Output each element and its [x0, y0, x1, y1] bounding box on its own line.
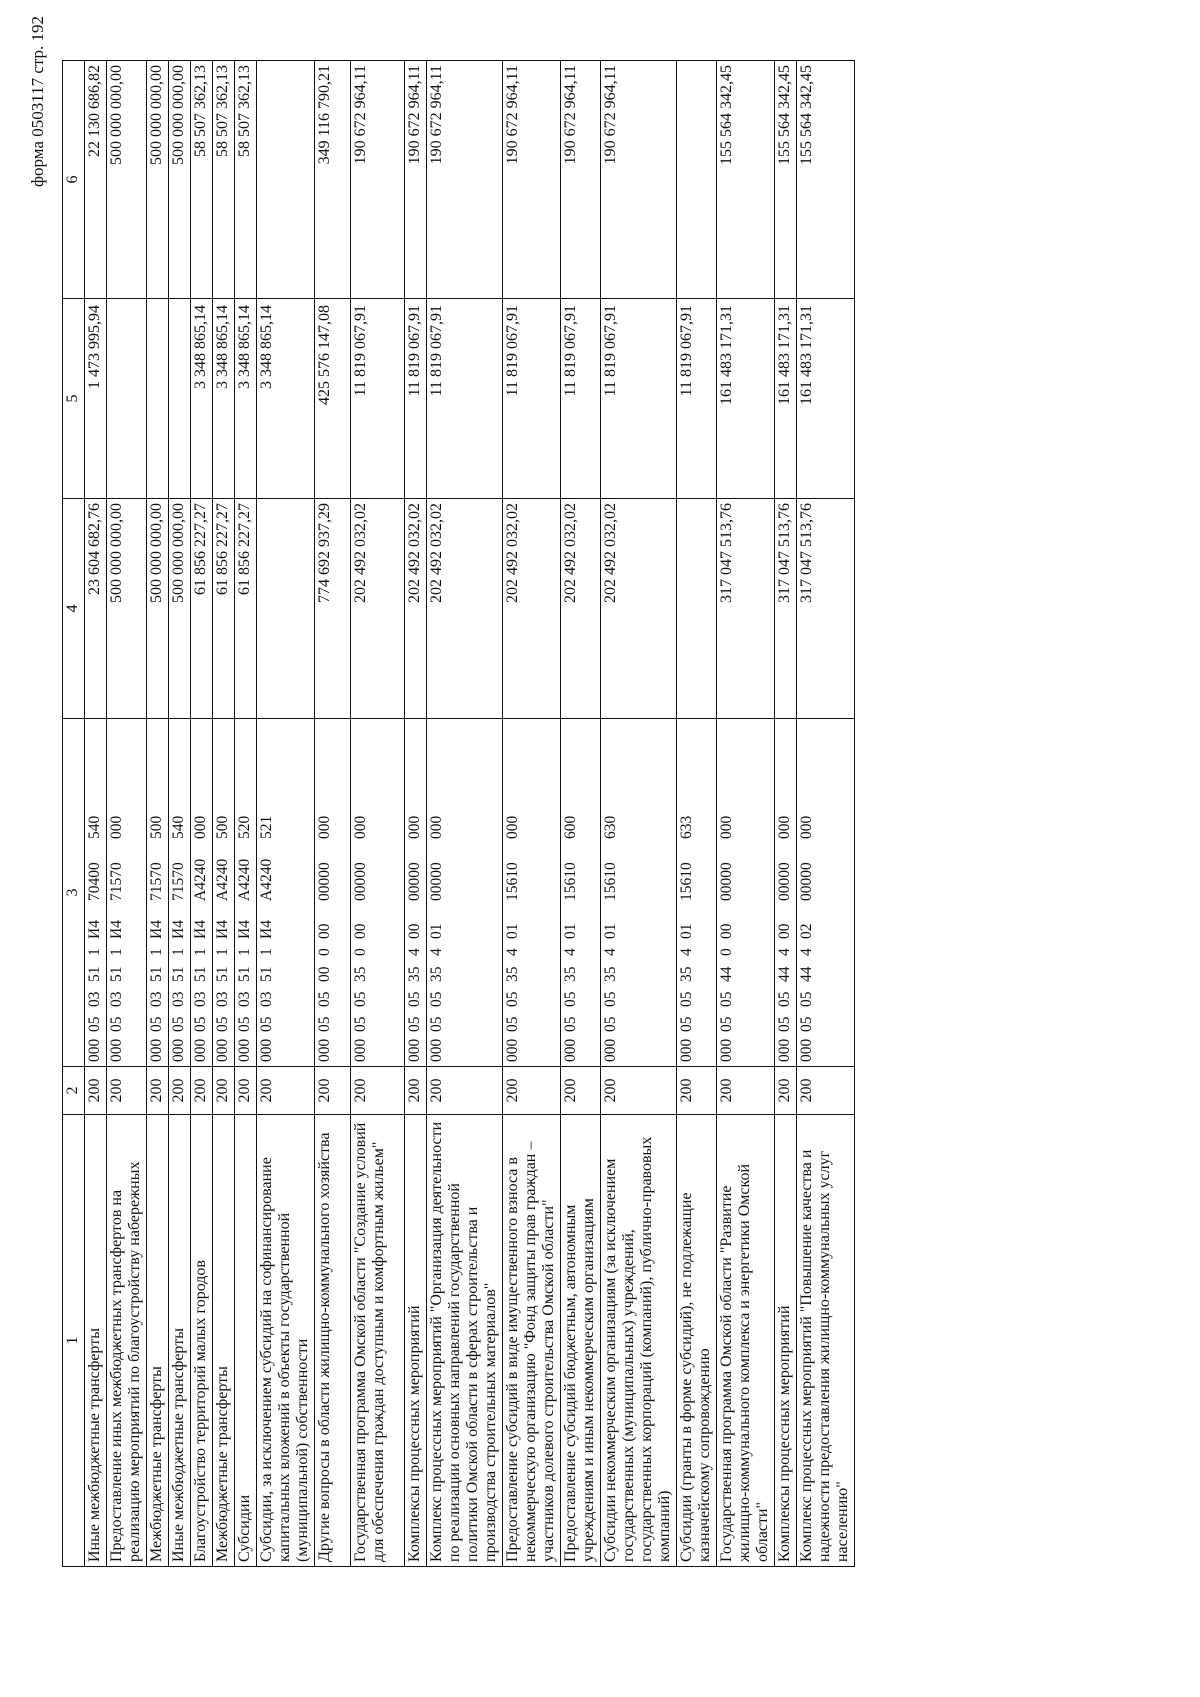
code-part: 000: [776, 1038, 793, 1062]
code-part: 4: [776, 948, 793, 956]
code-part: 51: [86, 966, 103, 982]
code-part: 000: [562, 1038, 579, 1062]
code-part: 01: [562, 923, 579, 939]
code-part: 05: [352, 991, 369, 1007]
code-part: 00000: [428, 862, 445, 901]
code-part: 4: [602, 948, 619, 956]
amount-v5: 11 819 067,91: [677, 299, 717, 499]
budget-classification-code: [257, 719, 315, 1067]
code-part: А4240: [236, 858, 253, 901]
code-part: 600: [562, 815, 579, 839]
table-row: [677, 61, 717, 1567]
code-part: 05: [602, 991, 619, 1007]
code-part: 05: [148, 1016, 165, 1032]
table-row: [561, 61, 601, 1567]
code-part: 000: [504, 815, 521, 839]
amount-v5: [147, 299, 169, 499]
code-part: 4: [562, 948, 579, 956]
code-part: 05: [86, 1016, 103, 1032]
code-part: А4240: [192, 858, 209, 901]
row-name: Комплексы процессных мероприятий: [775, 1115, 797, 1567]
code-part: 05: [562, 1016, 579, 1032]
line-code: 200: [561, 1067, 601, 1115]
code-part: И4: [148, 920, 165, 939]
code-part: 00: [406, 923, 423, 939]
budget-classification-code: [235, 719, 257, 1067]
line-code: 200: [503, 1067, 561, 1115]
row-name: Предоставление субсидий бюджетным, автономным учреждениям и иным некоммерческим организациям: [561, 1115, 601, 1567]
amount-v6: 58 507 362,13: [213, 61, 235, 299]
budget-table: [62, 60, 855, 1567]
amount-v6: 155 564 342,45: [797, 61, 855, 299]
amount-v5: 11 819 067,91: [351, 299, 405, 499]
code-part: 15610: [504, 862, 521, 901]
code-part: 000: [236, 1038, 253, 1062]
code-part: И4: [170, 920, 187, 939]
code-part: 500: [214, 815, 231, 839]
code-part: 05: [718, 1016, 735, 1032]
code-part: 05: [316, 991, 333, 1007]
code-part: 05: [678, 1016, 695, 1032]
row-name: Государственная программа Омской области "Создание условий для обеспечения граждан доступным и комфортным жильем": [351, 1115, 405, 1567]
code-part: 05: [798, 991, 815, 1007]
amount-v4: 61 856 227,27: [235, 499, 257, 719]
code-part: 03: [86, 991, 103, 1007]
code-part: 70400: [86, 862, 103, 901]
code-part: 000: [192, 815, 209, 839]
code-part: 000: [602, 1038, 619, 1062]
code-part: 521: [258, 815, 275, 839]
code-part: 03: [236, 991, 253, 1007]
amount-v5: 161 483 171,31: [775, 299, 797, 499]
code-part: 05: [316, 1016, 333, 1032]
code-part: 03: [148, 991, 165, 1007]
table-row: [775, 61, 797, 1567]
code-part: 05: [108, 1016, 125, 1032]
code-part: 00000: [406, 862, 423, 901]
code-part: 000: [718, 1038, 735, 1062]
code-part: 51: [214, 966, 231, 982]
budget-classification-code: [351, 719, 405, 1067]
amount-v5: 3 348 865,14: [213, 299, 235, 499]
table-row: [85, 61, 107, 1567]
code-part: 35: [504, 966, 521, 982]
line-code: 200: [315, 1067, 351, 1115]
table-row: [213, 61, 235, 1567]
code-part: 000: [718, 815, 735, 839]
code-part: 500: [148, 815, 165, 839]
code-part: 4: [798, 948, 815, 956]
code-part: 51: [258, 966, 275, 982]
code-part: 1: [170, 948, 187, 956]
row-name: Комплекс процессных мероприятий "Организация деятельности по реализации основных направлений государственной политики Омской области в сферах строительства и производства строительных материалов": [427, 1115, 503, 1567]
code-part: 00: [352, 923, 369, 939]
amount-v6: 190 672 964,11: [405, 61, 427, 299]
code-part: 4: [504, 948, 521, 956]
code-part: 00000: [776, 862, 793, 901]
amount-v6: 190 672 964,11: [561, 61, 601, 299]
line-code: 200: [775, 1067, 797, 1115]
code-part: 000: [214, 1038, 231, 1062]
row-name: Субсидии некоммерческим организациям (за исключением государственных (муниципальных) учреждений, государственных корпораций (компаний), публично-правовых компаний): [601, 1115, 677, 1567]
amount-v6: 58 507 362,13: [191, 61, 213, 299]
code-part: И4: [86, 920, 103, 939]
code-part: 00: [776, 923, 793, 939]
amount-v4: 317 047 513,76: [775, 499, 797, 719]
row-name: Комплекс процессных мероприятий "Повышение качества и надежности предоставления жилищно-коммунальных услуг населению": [797, 1115, 855, 1567]
code-part: 35: [352, 966, 369, 982]
code-part: 05: [776, 1016, 793, 1032]
code-part: 000: [798, 815, 815, 839]
table-row: [235, 61, 257, 1567]
code-part: 01: [678, 923, 695, 939]
table-row: [405, 61, 427, 1567]
amount-v5: 1 473 995,94: [85, 299, 107, 499]
table-row: [601, 61, 677, 1567]
code-part: 05: [718, 991, 735, 1007]
code-part: 01: [602, 923, 619, 939]
line-code: 200: [427, 1067, 503, 1115]
code-part: 05: [192, 1016, 209, 1032]
form-label: форма 0503117 стр. 192: [28, 16, 47, 187]
amount-v4: 202 492 032,02: [427, 499, 503, 719]
code-part: 00: [316, 966, 333, 982]
column-header-row: [63, 61, 85, 1567]
table-row: [169, 61, 191, 1567]
table-row: [351, 61, 405, 1567]
amount-v6: 500 000 000,00: [107, 61, 147, 299]
code-part: И4: [236, 920, 253, 939]
code-part: А4240: [258, 858, 275, 901]
code-part: 633: [678, 815, 695, 839]
amount-v4: [677, 499, 717, 719]
budget-classification-code: [677, 719, 717, 1067]
amount-v5: 11 819 067,91: [561, 299, 601, 499]
code-part: 540: [86, 815, 103, 839]
code-part: 03: [170, 991, 187, 1007]
code-part: 03: [192, 991, 209, 1007]
row-name: Межбюджетные трансферты: [213, 1115, 235, 1567]
row-name: Субсидии: [235, 1115, 257, 1567]
amount-v5: 11 819 067,91: [405, 299, 427, 499]
code-part: 1: [192, 948, 209, 956]
column-header: 3: [63, 719, 85, 1067]
amount-v5: 3 348 865,14: [235, 299, 257, 499]
amount-v4: 500 000 000,00: [147, 499, 169, 719]
amount-v5: 11 819 067,91: [601, 299, 677, 499]
amount-v4: 202 492 032,02: [405, 499, 427, 719]
code-part: 05: [602, 1016, 619, 1032]
code-part: 000: [352, 815, 369, 839]
table-body: [85, 61, 855, 1567]
code-part: 000: [108, 815, 125, 839]
code-part: 05: [170, 1016, 187, 1032]
line-code: 200: [257, 1067, 315, 1115]
code-part: 51: [148, 966, 165, 982]
code-part: 03: [214, 991, 231, 1007]
budget-classification-code: [561, 719, 601, 1067]
amount-v4: 202 492 032,02: [601, 499, 677, 719]
code-part: 00000: [718, 862, 735, 901]
amount-v4: 500 000 000,00: [107, 499, 147, 719]
line-code: 200: [601, 1067, 677, 1115]
code-part: 1: [236, 948, 253, 956]
code-part: 00: [718, 923, 735, 939]
code-part: 03: [258, 991, 275, 1007]
code-part: 35: [406, 966, 423, 982]
code-part: 000: [192, 1038, 209, 1062]
line-code: 200: [351, 1067, 405, 1115]
budget-classification-code: [169, 719, 191, 1067]
amount-v6: 155 564 342,45: [775, 61, 797, 299]
code-part: 35: [602, 966, 619, 982]
line-code: 200: [717, 1067, 775, 1115]
amount-v5: 161 483 171,31: [797, 299, 855, 499]
amount-v4: 61 856 227,27: [191, 499, 213, 719]
table-row: [797, 61, 855, 1567]
row-name: Комплексы процессных мероприятий: [405, 1115, 427, 1567]
amount-v4: 202 492 032,02: [503, 499, 561, 719]
table-row: [427, 61, 503, 1567]
budget-classification-code: [797, 719, 855, 1067]
code-part: 35: [428, 966, 445, 982]
code-part: 05: [678, 991, 695, 1007]
code-part: 05: [776, 991, 793, 1007]
code-part: 000: [108, 1038, 125, 1062]
code-part: 05: [406, 991, 423, 1007]
budget-classification-code: [717, 719, 775, 1067]
column-header: 6: [63, 61, 85, 299]
code-part: 000: [148, 1038, 165, 1062]
row-name: Иные межбюджетные трансферты: [169, 1115, 191, 1567]
code-part: 000: [170, 1038, 187, 1062]
budget-classification-code: [147, 719, 169, 1067]
code-part: 540: [170, 815, 187, 839]
code-part: 51: [236, 966, 253, 982]
code-part: 0: [352, 948, 369, 956]
line-code: 200: [147, 1067, 169, 1115]
code-part: 000: [428, 815, 445, 839]
code-part: 01: [428, 923, 445, 939]
amount-v6: 500 000 000,00: [147, 61, 169, 299]
table-row: [257, 61, 315, 1567]
code-part: 000: [352, 1038, 369, 1062]
code-part: И4: [192, 920, 209, 939]
code-part: 000: [258, 1038, 275, 1062]
code-part: 1: [108, 948, 125, 956]
amount-v5: 11 819 067,91: [503, 299, 561, 499]
code-part: 0: [316, 948, 333, 956]
code-part: 71570: [108, 862, 125, 901]
code-part: 1: [214, 948, 231, 956]
code-part: 4: [406, 948, 423, 956]
code-part: 05: [258, 1016, 275, 1032]
code-part: 05: [352, 1016, 369, 1032]
code-part: 05: [798, 1016, 815, 1032]
code-part: 4: [678, 948, 695, 956]
amount-v4: 202 492 032,02: [351, 499, 405, 719]
row-name: Иные межбюджетные трансферты: [85, 1115, 107, 1567]
table-row: [503, 61, 561, 1567]
amount-v6: 190 672 964,11: [601, 61, 677, 299]
amount-v5: 3 348 865,14: [257, 299, 315, 499]
amount-v6: 190 672 964,11: [351, 61, 405, 299]
code-part: 000: [678, 1038, 695, 1062]
amount-v5: 11 819 067,91: [427, 299, 503, 499]
code-part: 520: [236, 815, 253, 839]
budget-classification-code: [775, 719, 797, 1067]
budget-classification-code: [503, 719, 561, 1067]
code-part: 71570: [170, 862, 187, 901]
amount-v4: [257, 499, 315, 719]
code-part: 00000: [798, 862, 815, 901]
row-name: Субсидии, за исключением субсидий на софинансирование капитальных вложений в объекты государственной (муниципальной) собственности: [257, 1115, 315, 1567]
code-part: 000: [798, 1038, 815, 1062]
amount-v6: [257, 61, 315, 299]
amount-v5: 425 576 147,08: [315, 299, 351, 499]
amount-v5: 161 483 171,31: [717, 299, 775, 499]
amount-v6: 58 507 362,13: [235, 61, 257, 299]
code-part: 00000: [316, 862, 333, 901]
code-part: 35: [562, 966, 579, 982]
table-row: [147, 61, 169, 1567]
code-part: 44: [798, 966, 815, 982]
amount-v5: [107, 299, 147, 499]
code-part: 000: [406, 1038, 423, 1062]
amount-v5: [169, 299, 191, 499]
amount-v4: 61 856 227,27: [213, 499, 235, 719]
budget-classification-code: [191, 719, 213, 1067]
code-part: 05: [236, 1016, 253, 1032]
table-row: [191, 61, 213, 1567]
row-name: Предоставление иных межбюджетных трансфертов на реализацию мероприятий по благоустройству набережных: [107, 1115, 147, 1567]
row-name: Благоустройство территорий малых городов: [191, 1115, 213, 1567]
amount-v6: 190 672 964,11: [427, 61, 503, 299]
column-header: 4: [63, 499, 85, 719]
table-row: [107, 61, 147, 1567]
amount-v4: 500 000 000,00: [169, 499, 191, 719]
column-header: 1: [63, 1115, 85, 1567]
amount-v4: 774 692 937,29: [315, 499, 351, 719]
code-part: 000: [504, 1038, 521, 1062]
code-part: 000: [428, 1038, 445, 1062]
row-name: Другие вопросы в области жилищно-коммунального хозяйства: [315, 1115, 351, 1567]
code-part: 05: [504, 991, 521, 1007]
row-name: Субсидии (гранты в форме субсидий), не подлежащие казначейскому сопровождению: [677, 1115, 717, 1567]
line-code: 200: [191, 1067, 213, 1115]
amount-v4: 317 047 513,76: [717, 499, 775, 719]
budget-classification-code: [405, 719, 427, 1067]
code-part: 000: [86, 1038, 103, 1062]
line-code: 200: [235, 1067, 257, 1115]
code-part: И4: [214, 920, 231, 939]
code-part: 1: [258, 948, 275, 956]
code-part: 000: [316, 815, 333, 839]
code-part: 51: [108, 966, 125, 982]
code-part: 630: [602, 815, 619, 839]
amount-v6: 500 000 000,00: [169, 61, 191, 299]
code-part: 0: [718, 948, 735, 956]
row-name: Государственная программа Омской области "Развитие жилищно-коммунального комплекса и энергетики Омской области": [717, 1115, 775, 1567]
column-header: 2: [63, 1067, 85, 1115]
code-part: 00: [316, 923, 333, 939]
line-code: 200: [107, 1067, 147, 1115]
code-part: А4240: [214, 858, 231, 901]
row-name: Предоставление субсидий в виде имущественного взноса в некоммерческую организацию "Фонд защиты прав граждан – участников долевого строительства Омской области": [503, 1115, 561, 1567]
code-part: И4: [258, 920, 275, 939]
budget-classification-code: [601, 719, 677, 1067]
code-part: 05: [428, 991, 445, 1007]
amount-v6: 190 672 964,11: [503, 61, 561, 299]
line-code: 200: [213, 1067, 235, 1115]
code-part: 15610: [562, 862, 579, 901]
amount-v6: 155 564 342,45: [717, 61, 775, 299]
code-part: 1: [86, 948, 103, 956]
code-part: 4: [428, 948, 445, 956]
code-part: 51: [192, 966, 209, 982]
line-code: 200: [405, 1067, 427, 1115]
row-name: Межбюджетные трансферты: [147, 1115, 169, 1567]
line-code: 200: [677, 1067, 717, 1115]
column-header: 5: [63, 299, 85, 499]
code-part: 01: [504, 923, 521, 939]
code-part: 15610: [678, 862, 695, 901]
code-part: 05: [428, 1016, 445, 1032]
amount-v6: 22 130 686,82: [85, 61, 107, 299]
amount-v5: 3 348 865,14: [191, 299, 213, 499]
code-part: 05: [406, 1016, 423, 1032]
code-part: 05: [562, 991, 579, 1007]
code-part: 15610: [602, 862, 619, 901]
code-part: 71570: [148, 862, 165, 901]
code-part: 02: [798, 923, 815, 939]
line-code: 200: [169, 1067, 191, 1115]
budget-classification-code: [85, 719, 107, 1067]
code-part: 03: [108, 991, 125, 1007]
budget-classification-code: [427, 719, 503, 1067]
amount-v4: 317 047 513,76: [797, 499, 855, 719]
code-part: 05: [504, 1016, 521, 1032]
code-part: И4: [108, 920, 125, 939]
code-part: 00000: [352, 862, 369, 901]
code-part: 51: [170, 966, 187, 982]
code-part: 05: [214, 1016, 231, 1032]
line-code: 200: [85, 1067, 107, 1115]
table-row: [717, 61, 775, 1567]
budget-classification-code: [315, 719, 351, 1067]
amount-v6: [677, 61, 717, 299]
amount-v4: 23 604 682,76: [85, 499, 107, 719]
amount-v6: 349 116 790,21: [315, 61, 351, 299]
amount-v4: 202 492 032,02: [561, 499, 601, 719]
budget-classification-code: [213, 719, 235, 1067]
line-code: 200: [797, 1067, 855, 1115]
code-part: 000: [406, 815, 423, 839]
code-part: 44: [776, 966, 793, 982]
code-part: 000: [316, 1038, 333, 1062]
code-part: 44: [718, 966, 735, 982]
table-row: [315, 61, 351, 1567]
code-part: 35: [678, 966, 695, 982]
budget-classification-code: [107, 719, 147, 1067]
code-part: 000: [776, 815, 793, 839]
code-part: 1: [148, 948, 165, 956]
